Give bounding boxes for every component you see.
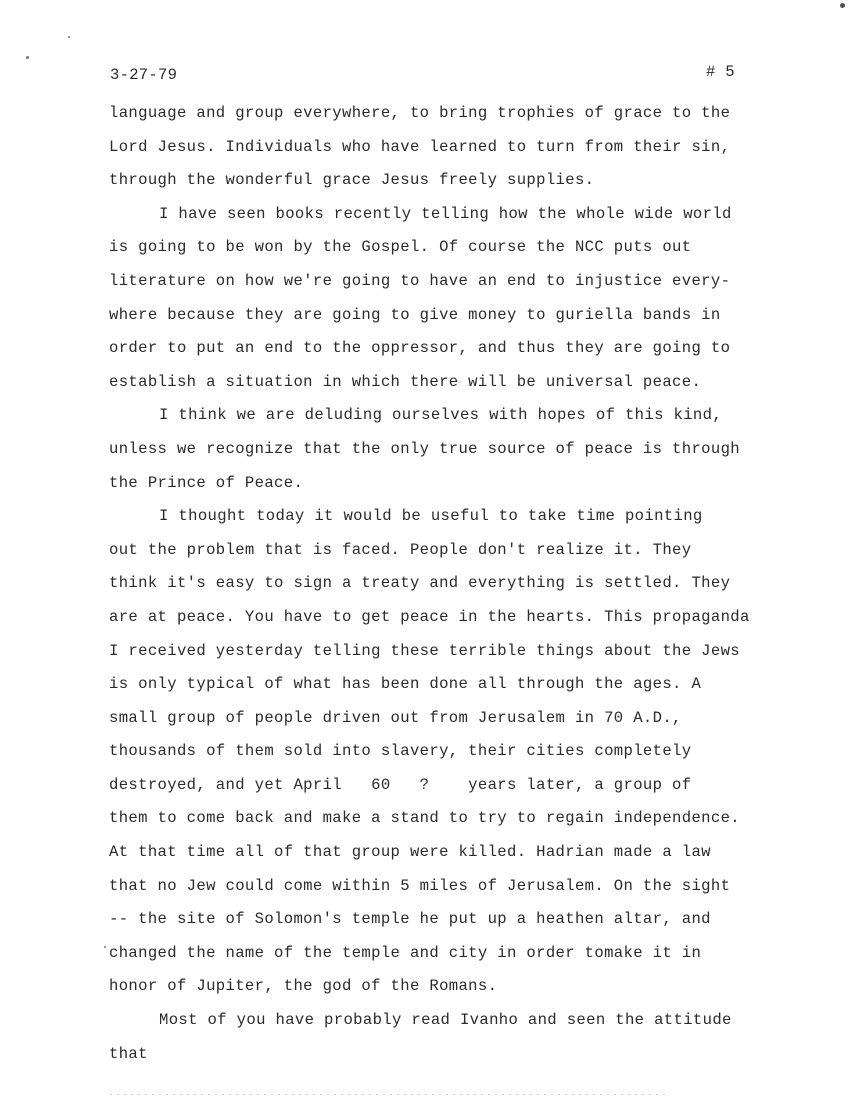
text-line: is only typical of what has been done all through the ages. A [109, 675, 702, 694]
text-line: -- the site of Solomon's temple he put up a heathen altar, and [109, 910, 711, 929]
text-line: I think we are deluding ourselves with hopes of this kind, [159, 406, 723, 425]
text-line: that no Jew could come within 5 miles of Jerusalem. On the sight [109, 876, 731, 895]
scan-speck [104, 946, 106, 948]
text-line: Most of you have probably read Ivanho and seen the attitude [159, 1011, 732, 1030]
scan-noise [110, 1094, 670, 1095]
text-line: small group of people driven out from Jerusalem in 70 A.D., [109, 708, 682, 727]
body-text [109, 97, 829, 1071]
text-line: destroyed, and yet April 60 ? years later, a group of [109, 775, 692, 794]
text-line: Lord Jesus. Individuals who have learned to turn from their sin, [109, 137, 731, 156]
text-line: are at peace. You have to get peace in the hearts. This propaganda [109, 607, 750, 626]
text-line: them to come back and make a stand to try to regain independence. [109, 809, 741, 828]
text-line: unless we recognize that the only true source of peace is through [109, 439, 741, 458]
text-line: I have seen books recently telling how the whole wide world [159, 204, 732, 223]
text-line: At that time all of that group were killed. Hadrian made a law [109, 843, 711, 862]
text-line: through the wonderful grace Jesus freely supplies. [109, 171, 595, 190]
text-line: that [109, 1044, 148, 1063]
text-line: the Prince of Peace. [109, 473, 304, 492]
scan-speck [840, 3, 845, 8]
text-line: I received yesterday telling these terrible things about the Jews [109, 641, 741, 660]
text-line: literature on how we're going to have an end to injustice every- [109, 271, 731, 290]
text-line: changed the name of the temple and city in order tomake it in [109, 943, 702, 962]
text-line: establish a situation in which there will be universal peace. [109, 372, 702, 391]
text-line: out the problem that is faced. People don't realize it. They [109, 540, 692, 559]
text-line: where because they are going to give money to guriella bands in [109, 305, 721, 324]
text-line: think it's easy to sign a treaty and everything is settled. They [109, 574, 731, 593]
page-number: # 5 [706, 63, 735, 81]
text-line: honor of Jupiter, the god of the Romans. [109, 977, 498, 996]
scan-speck [68, 36, 70, 38]
text-line: is going to be won by the Gospel. Of course the NCC puts out [109, 238, 692, 257]
scan-speck [26, 56, 29, 59]
text-line: order to put an end to the oppressor, and thus they are going to [109, 339, 731, 358]
text-line: thousands of them sold into slavery, their cities completely [109, 742, 692, 761]
text-line: I thought today it would be useful to take time pointing [159, 507, 703, 526]
text-line: language and group everywhere, to bring trophies of grace to the [109, 104, 731, 122]
page-date: 3-27-79 [110, 66, 178, 84]
